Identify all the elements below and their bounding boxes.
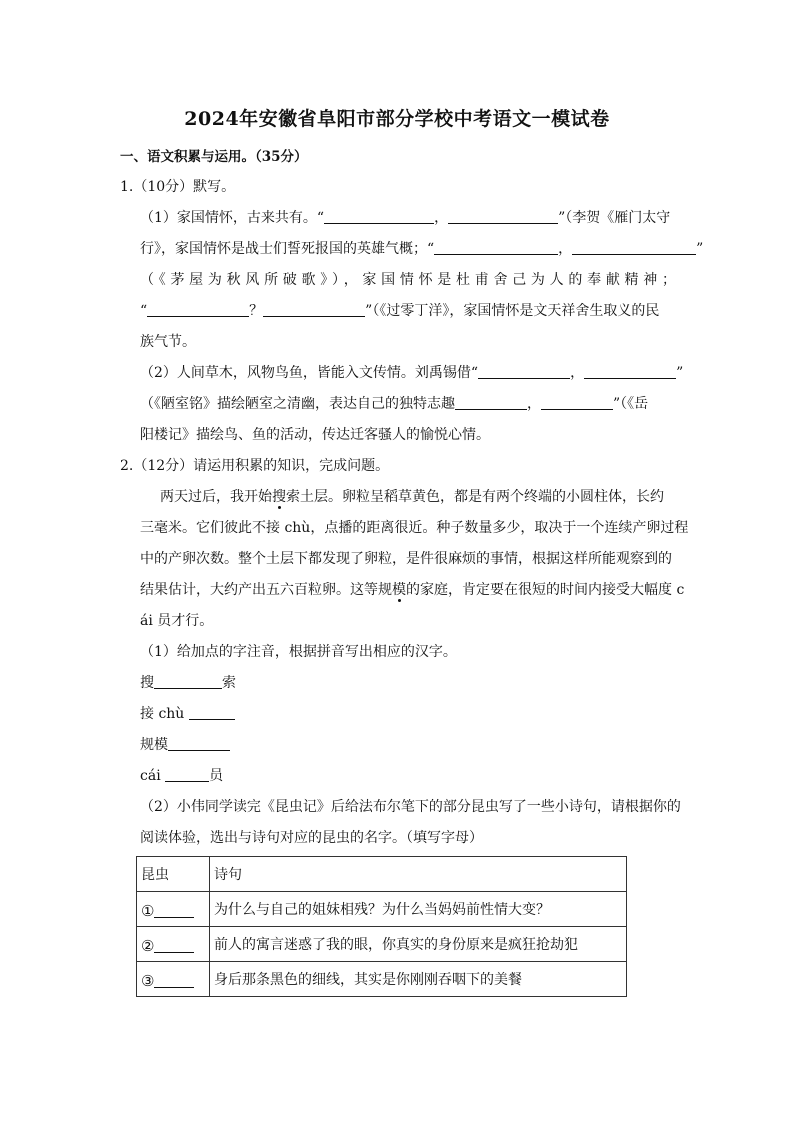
text: 员	[209, 768, 224, 784]
answer-blank[interactable]	[324, 205, 434, 224]
q1-part1-line4	[120, 296, 680, 327]
answer-blank[interactable]	[434, 236, 558, 255]
table-row	[137, 927, 627, 962]
text: 接 chù	[140, 706, 189, 722]
q1-part2-line3: 阳楼记》描绘鸟、鱼的活动，传达迁客骚人的愉悦心情。	[140, 427, 490, 443]
text: ”（《过零丁洋》，家国情怀是文天祥舍生取义的民	[365, 303, 660, 319]
passage-line1	[120, 482, 680, 513]
dotted-char: 搜	[272, 489, 286, 505]
answer-blank[interactable]	[541, 391, 613, 410]
text: 两天过后，我开始	[160, 489, 272, 505]
q1-part2-line1	[120, 358, 684, 389]
text: ，	[558, 241, 573, 257]
page-title: 2024年安徽省阜阳市部分学校中考语文一模试卷	[184, 108, 610, 130]
answer-cell[interactable]	[137, 892, 210, 927]
text: ”	[696, 241, 704, 257]
poem-cell: 身后那条黑色的细线，其实是你刚刚吞咽下的美餐	[210, 962, 627, 997]
fill-line-cai	[120, 761, 680, 792]
text: ”	[676, 365, 684, 381]
header-cell-insect: 昆虫	[137, 857, 210, 892]
text: （1）家国情怀，古来共有。“	[140, 210, 325, 226]
questions-content	[120, 172, 704, 854]
answer-blank[interactable]	[455, 391, 527, 410]
text: ？	[249, 303, 264, 319]
answer-blank[interactable]	[147, 298, 249, 317]
q1-part1-line3	[120, 265, 680, 296]
text: ”（李贺《雁门太守	[558, 210, 671, 226]
text: ，	[434, 210, 449, 226]
passage-line2: 三毫米。它们彼此不接 chù，点播的距离很近。种子数量多少，取决于一个连续产卵过程	[140, 520, 689, 536]
subquestion-2-line2: 阅读体验，选出与诗句对应的昆虫的名字。（填写字母）	[140, 830, 483, 846]
fill-line-mo	[120, 730, 680, 761]
text: ”（《岳	[613, 396, 649, 412]
row-number: ②	[141, 936, 155, 955]
passage-line5: ái 员才行。	[140, 613, 214, 629]
answer-blank[interactable]	[168, 732, 230, 751]
fill-line-sou	[120, 668, 680, 699]
answer-cell[interactable]	[137, 962, 210, 997]
poem-cell: 前人的寓言迷惑了我的眼，你真实的身份原来是疯狂抢劫犯	[210, 927, 627, 962]
header-cell-poem: 诗句	[210, 857, 627, 892]
subquestion-1: （1）给加点的字注音，根据拼音写出相应的汉字。	[140, 644, 457, 660]
answer-blank[interactable]	[263, 298, 365, 317]
passage-line3: 中的产卵次数。整个土层下都发现了卵粒，是件很麻烦的事情，根据这样所能观察到的	[140, 551, 672, 567]
answer-blank[interactable]	[154, 670, 222, 689]
answer-blank[interactable]	[165, 763, 209, 782]
q1-part1-line5: 族气节。	[140, 334, 196, 350]
answer-cell[interactable]	[137, 927, 210, 962]
answer-blank[interactable]	[154, 969, 194, 988]
q1-part2-line2	[120, 389, 680, 420]
text: 索土层。卵粒呈稻草黄色，都是有两个终端的小圆柱体，长约	[286, 489, 664, 505]
text: 索	[222, 675, 236, 691]
dotted-char: 模	[392, 582, 406, 598]
text: （2）人间草木，风物鸟鱼，皆能入文传情。刘禹锡借“	[140, 365, 479, 381]
table-row	[137, 962, 627, 997]
answer-blank[interactable]	[448, 205, 558, 224]
table-header-row	[137, 857, 627, 892]
answer-blank[interactable]	[572, 236, 696, 255]
subquestion-2-line1: （2）小伟同学读完《昆虫记》后给法布尔笔下的部分昆虫写了一些小诗句，请根据你的	[140, 799, 681, 815]
passage-line4	[120, 575, 685, 606]
question-2-heading: 2.（12分）请运用积累的知识，完成问题。	[120, 458, 390, 474]
text: 搜	[140, 675, 154, 691]
text: ，	[570, 365, 585, 381]
poem-cell: 为什么与自己的姐妹相残？为什么当妈妈前性情大变？	[210, 892, 627, 927]
text: （《陋室铭》描绘陋室之清幽，表达自己的独特志趣	[140, 396, 455, 412]
text: “	[140, 303, 148, 319]
answer-blank[interactable]	[189, 701, 235, 720]
answer-blank[interactable]	[154, 899, 194, 918]
text: ，	[527, 396, 541, 412]
text: 规模	[140, 737, 168, 753]
answer-blank[interactable]	[154, 934, 194, 953]
row-number: ①	[141, 901, 155, 920]
text: cái	[140, 768, 166, 784]
answer-blank[interactable]	[478, 360, 570, 379]
text: 结果估计，大约产出五六百粒卵。这等规	[140, 582, 392, 598]
insect-poem-table	[136, 856, 627, 997]
q1-part1-line1	[120, 203, 680, 234]
text: 的家庭，肯定要在很短的时间内接受大幅度 c	[406, 582, 685, 598]
table-row	[137, 892, 627, 927]
q1-part1-line2	[120, 234, 704, 265]
text: （《茅屋为秋风所破歌》），家国情怀是杜甫舍己为人的奉献精神；	[140, 272, 676, 288]
section-heading: 一、语文积累与运用。（35分）	[120, 149, 308, 165]
answer-blank[interactable]	[584, 360, 676, 379]
row-number: ③	[141, 971, 155, 990]
fill-line-chu	[120, 699, 680, 730]
question-1-heading: 1.（10分）默写。	[120, 179, 236, 195]
text: 行》，家国情怀是战士们誓死报国的英雄气概；“	[140, 241, 435, 257]
